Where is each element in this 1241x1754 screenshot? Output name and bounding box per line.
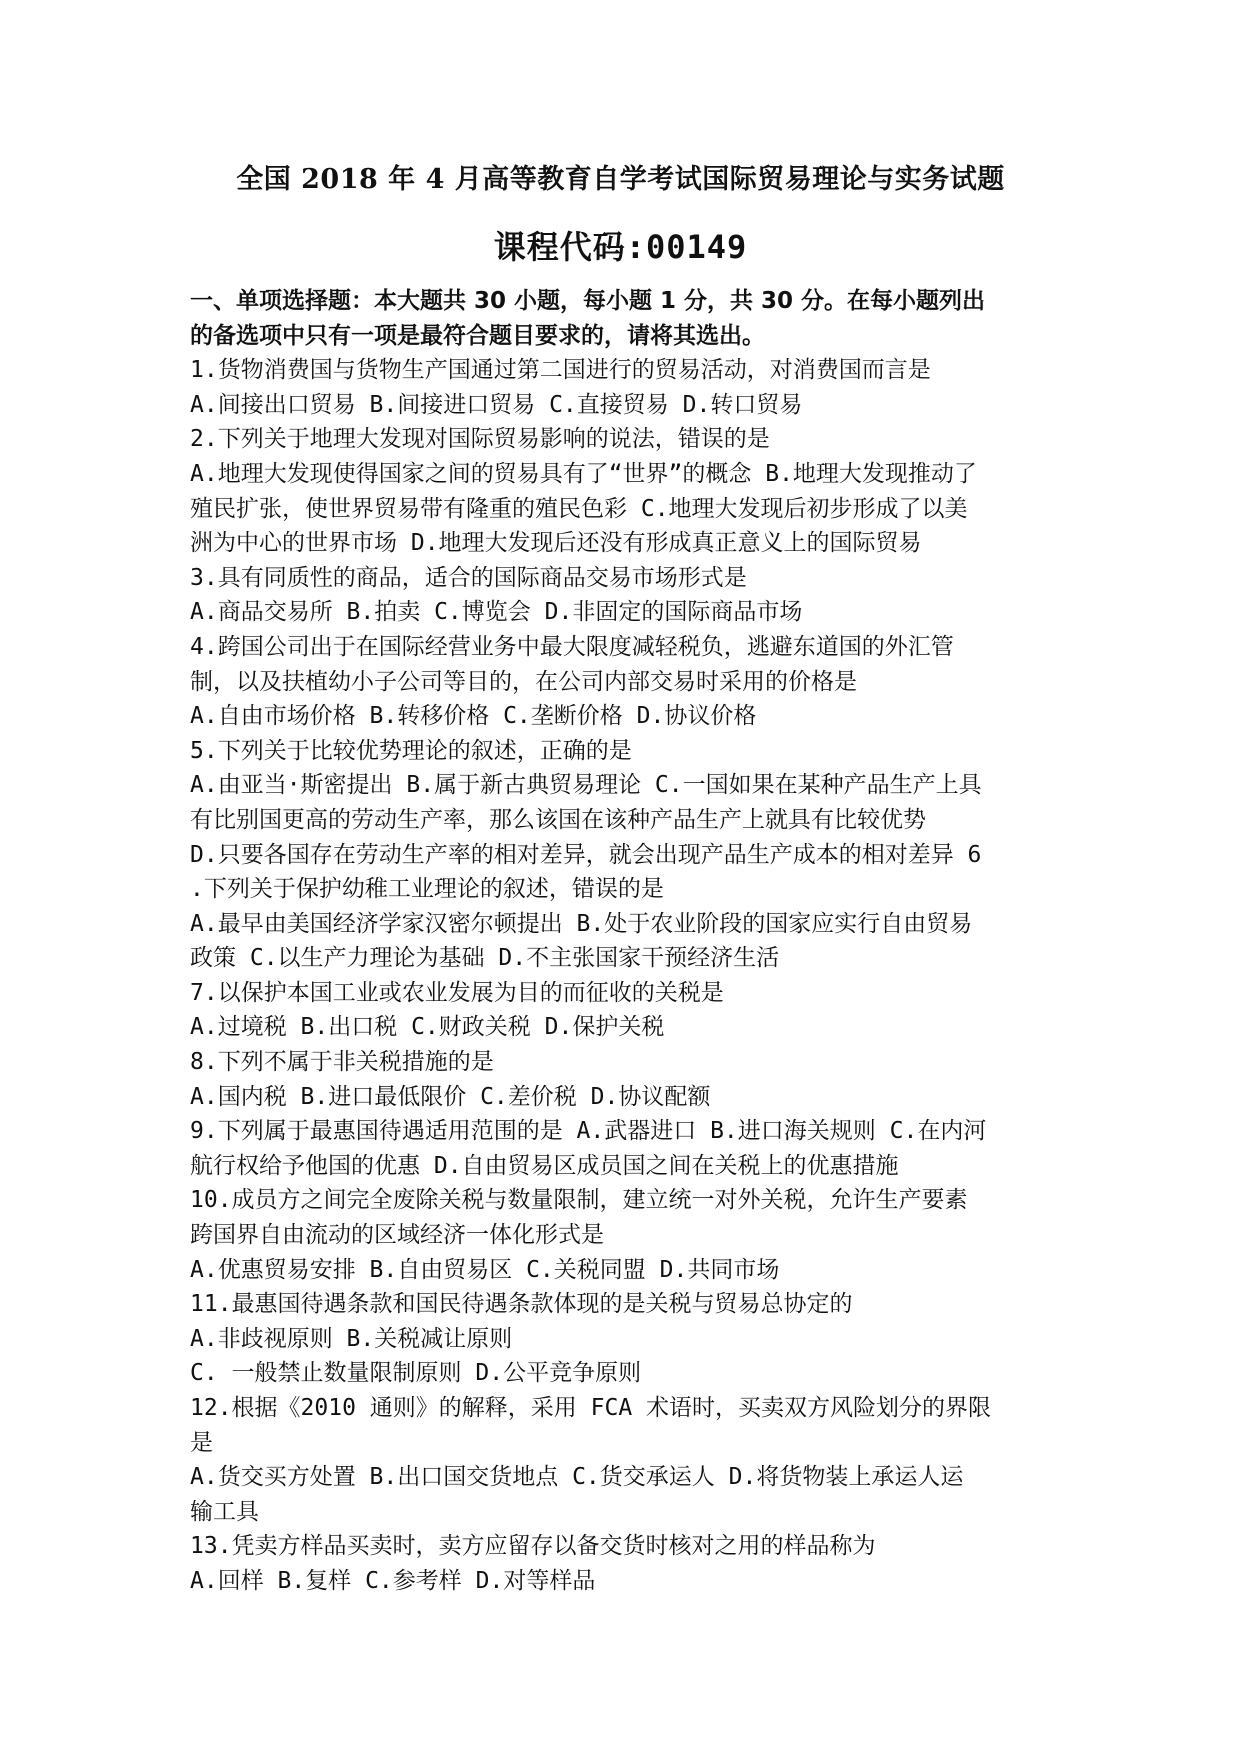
- question-text-line: 10.成员方之间完全废除关税与数量限制，建立统一对外关税，允许生产要素: [190, 1187, 968, 1214]
- question-text-line: C. 一般禁止数量限制原则 D.公平竞争原则: [190, 1360, 642, 1387]
- question-text-line: 跨国界自由流动的区域经济一体化形式是: [190, 1222, 604, 1249]
- question-text-line: A.国内税 B.进口最低限价 C.差价税 D.协议配额: [190, 1083, 711, 1110]
- question-text-line: D.只要各国存在劳动生产率的相对差异，就会出现产品生产成本的相对差异 6: [190, 841, 982, 868]
- question-text-line: A.非歧视原则 B.关税减让原则: [190, 1325, 513, 1352]
- question-text-line: 3.具有同质性的商品，适合的国际商品交易市场形式是: [190, 564, 747, 591]
- question-text-line: 是: [190, 1429, 213, 1456]
- question-text-line: 9.下列属于最惠国待遇适用范围的是 A.武器进口 B.进口海关规则 C.在内河: [190, 1118, 987, 1145]
- question-text-line: A.最早由美国经济学家汉密尔顿提出 B.处于农业阶段的国家应实行自由贸易: [190, 910, 973, 937]
- question-text-line: 8.下列不属于非关税措施的是: [190, 1049, 494, 1076]
- question-text-line: 5.下列关于比较优势理论的叙述，正确的是: [190, 737, 632, 764]
- question-text-line: 12.根据《2010 通则》的解释，采用 FCA 术语时，买卖双方风险划分的界限: [190, 1395, 992, 1421]
- exam-body: [190, 284, 1050, 1599]
- question-text-line: 4.跨国公司出于在国际经营业务中最大限度减轻税负，逃避东道国的外汇管: [190, 633, 954, 660]
- question-text-line: A.货交买方处置 B.出口国交货地点 C.货交承运人 D.将货物装上承运人运: [190, 1464, 964, 1491]
- question-text-line: A.回样 B.复样 C.参考样 D.对等样品: [190, 1567, 596, 1594]
- question-text-line: 有比别国更高的劳动生产率，那么该国在该种产品生产上就具有比较优势: [190, 806, 926, 833]
- question-text-line: 7.以保护本国工业或农业发展为目的而征收的关税是: [190, 979, 724, 1006]
- question-text-line: 政策 C.以生产力理论为基础 D.不主张国家干预经济生活: [190, 945, 780, 972]
- question-text-line: A.商品交易所 B.拍卖 C.博览会 D.非固定的国际商品市场: [190, 599, 803, 626]
- question-text-line: 输工具: [190, 1498, 259, 1525]
- section-heading-line: 的备选项中只有一项是最符合题目要求的，请将其选出。: [190, 322, 765, 349]
- question-text-line: A.地理大发现使得国家之间的贸易具有了“世界”的概念 B.地理大发现推动了: [190, 460, 977, 487]
- question-text-line: A.间接出口贸易 B.间接进口贸易 C.直接贸易 D.转口贸易: [190, 391, 803, 418]
- exam-title: 全国 2018 年 4 月高等教育自学考试国际贸易理论与实务试题: [236, 164, 1005, 195]
- course-code: 课程代码:00149: [493, 228, 748, 266]
- question-text-line: A.由亚当·斯密提出 B.属于新古典贸易理论 C.一国如果在某种产品生产上具: [190, 772, 982, 799]
- question-text-line: 13.凭卖方样品买卖时，卖方应留存以备交货时核对之用的样品称为: [190, 1533, 876, 1560]
- question-text-line: 洲为中心的世界市场 D.地理大发现后还没有形成真正意义上的国际贸易: [190, 530, 922, 557]
- question-text-line: 制，以及扶植幼小子公司等目的，在公司内部交易时采用的价格是: [190, 668, 857, 695]
- question-text-line: A.自由市场价格 B.转移价格 C.垄断价格 D.协议价格: [190, 703, 757, 730]
- question-text-line: 殖民扩张，使世界贸易带有隆重的殖民色彩 C.地理大发现后初步形成了以美: [190, 495, 968, 522]
- question-text-line: 1.货物消费国与货物生产国通过第二国进行的贸易活动，对消费国而言是: [190, 357, 931, 384]
- question-text-line: 航行权给予他国的优惠 D.自由贸易区成员国之间在关税上的优惠措施: [190, 1152, 899, 1179]
- question-text-line: 11.最惠国待遇条款和国民待遇条款体现的是关税与贸易总协定的: [190, 1291, 853, 1318]
- question-text-line: .下列关于保护幼稚工业理论的叙述，错误的是: [190, 876, 664, 903]
- question-text-line: 2.下列关于地理大发现对国际贸易影响的说法，错误的是: [190, 426, 770, 453]
- section-heading-line: 一、单项选择题：本大题共 30 小题，每小题 1 分，共 30 分。在每小题列出: [190, 288, 986, 314]
- question-text-line: A.过境税 B.出口税 C.财政关税 D.保护关税: [190, 1014, 665, 1041]
- question-text-line: A.优惠贸易安排 B.自由贸易区 C.关税同盟 D.共同市场: [190, 1256, 780, 1283]
